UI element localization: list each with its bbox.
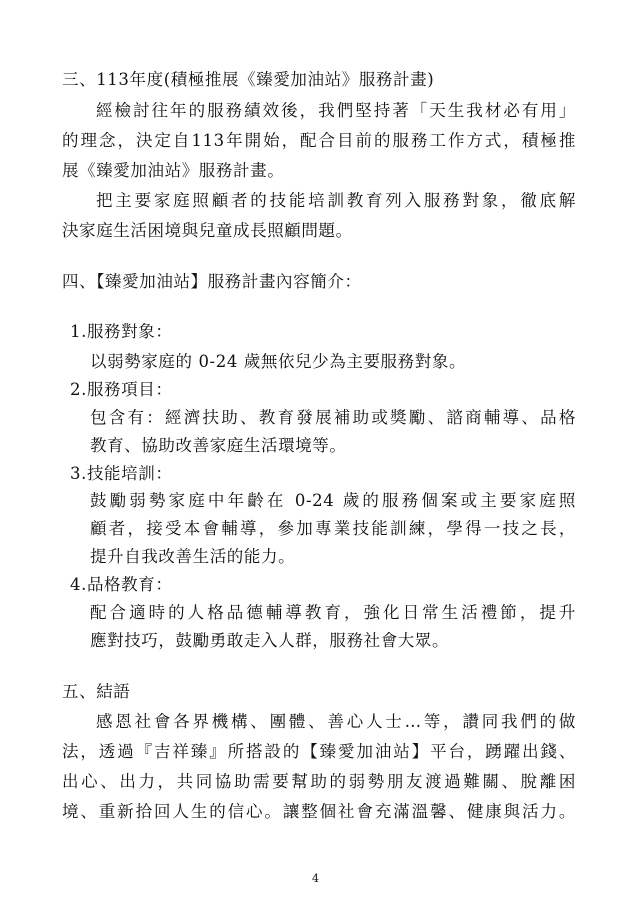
page-number: 4 <box>312 872 319 885</box>
section-5-para-line-2: 法，透過『吉祥臻』所搭設的【臻愛加油站】平台，踴躍出錢、 <box>62 742 576 761</box>
section-3-para-2-line-2: 決家庭生活困境與兒童成長照顧問題。 <box>62 221 353 240</box>
section-3-para-1-line-3: 展《臻愛加油站》服務計畫。 <box>62 161 285 180</box>
section-5-heading: 五、結語 <box>62 682 131 701</box>
item-2-line-1: 包含有：經濟扶助、教育發展補助或獎勵、諮商輔導、品格 <box>90 408 576 427</box>
item-1-title: 1.服務對象： <box>70 322 173 341</box>
section-3-para-1-line-2: 的理念，決定自113年開始，配合目前的服務工作方式，積極推 <box>62 131 576 150</box>
section-3-para-2-line-1: 把主要家庭照顧者的技能培訓教育列入服務對象，徹底解 <box>96 191 576 210</box>
item-2-line-2: 教育、協助改善家庭生活環境等。 <box>90 436 347 455</box>
item-3-line-2: 顧者，接受本會輔導，參加專業技能訓練，學得一技之長， <box>90 519 576 538</box>
section-3-para-1-line-1: 經檢討往年的服務績效後，我們堅持著「天生我材必有用」 <box>96 101 576 120</box>
item-4-line-2: 應對技巧，鼓勵勇敢走入人群，服務社會大眾。 <box>90 631 450 650</box>
item-3-line-3: 提升自我改善生活的能力。 <box>90 547 296 566</box>
item-4-title: 4.品格教育： <box>70 575 173 594</box>
section-5-para-line-4: 境、重新拾回人生的信心。讓整個社會充滿溫馨、健康與活力。 <box>62 802 576 821</box>
item-2-title: 2.服務項目： <box>70 380 173 399</box>
item-3-line-1: 鼓勵弱勢家庭中年齡在 0-24 歲的服務個案或主要家庭照 <box>90 491 576 510</box>
section-5-para-line-1: 感恩社會各界機構、團體、善心人士…等，讚同我們的做 <box>96 712 576 731</box>
section-3-heading: 三、113年度(積極推展《臻愛加油站》服務計畫) <box>62 70 435 89</box>
section-4-heading: 四、【臻愛加油站】服務計畫內容簡介： <box>62 272 362 291</box>
item-3-title: 3.技能培訓： <box>70 464 173 483</box>
section-5-para-line-3: 出心、出力，共同協助需要幫助的弱勢朋友渡過難關、脫離困 <box>62 772 576 791</box>
item-1-line-1: 以弱勢家庭的 0-24 歲無依兒少為主要服務對象。 <box>90 352 467 371</box>
item-4-line-1: 配合適時的人格品德輔導教育，強化日常生活禮節，提升 <box>90 603 576 622</box>
